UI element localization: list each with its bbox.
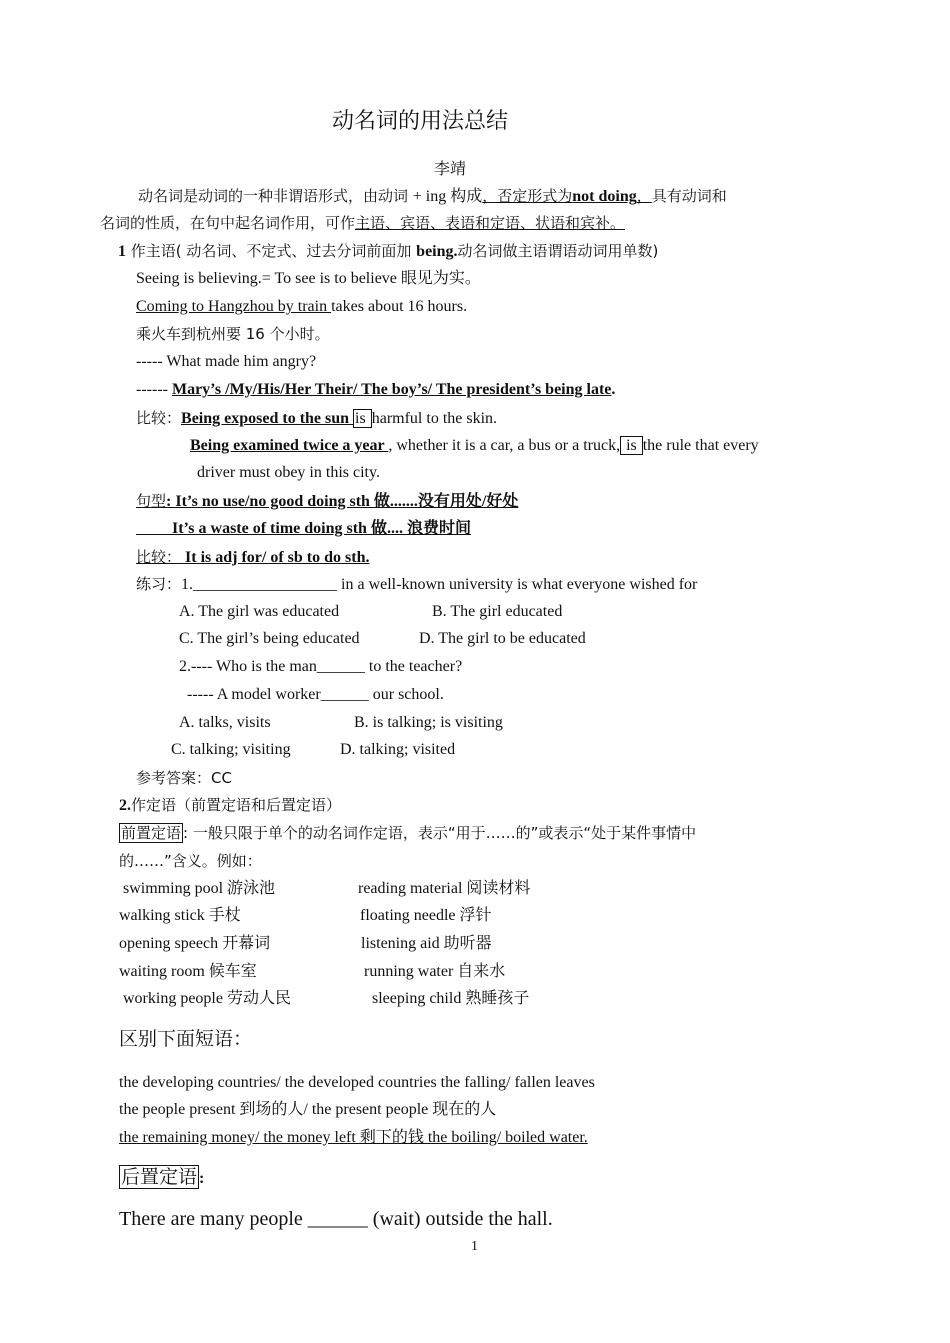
compare-2-line2: driver must obey in this city. — [197, 464, 380, 481]
compare-2: Being examined twice a year , whether it is a car, a bus or a truck, is the rule that every — [190, 437, 759, 454]
intro-line-1 — [138, 186, 727, 207]
page-number: 1 — [471, 1239, 478, 1254]
phrase-1: the developing countries/ the developed countries the falling/ fallen leaves — [119, 1074, 595, 1091]
page-title: 动名词的用法总结 — [332, 109, 509, 134]
q1-option-b: B. The girl educated — [432, 603, 563, 620]
section2-heading: 2.作定语（前置定语和后置定语） — [119, 796, 342, 814]
pair-left: waiting room 候车室 — [119, 963, 257, 980]
intro-text: 具有动词和 — [651, 187, 727, 205]
pre-attributive: 前置定语 : 一般只限于单个的动名词作定语，表示“用于……的”或表示“处于某件事情中 — [121, 824, 697, 842]
pair-right: listening aid 助听器 — [361, 935, 492, 952]
author: 李靖 — [434, 159, 467, 178]
q1-option-a: A. The girl was educated — [179, 603, 340, 620]
example-2-cn: 乘火车到杭州要 16 个小时。 — [136, 325, 330, 343]
post-label-box: 后置定语 — [121, 1166, 198, 1188]
pair-left: walking stick 手杖 — [119, 907, 241, 924]
q2-option-b: B. is talking; is visiting — [354, 714, 503, 731]
pair-left: swimming pool 游泳池 — [123, 880, 276, 897]
intro-line-2 — [100, 213, 625, 233]
pair-right: reading material 阅读材料 — [358, 880, 531, 897]
q2-option-a: A. talks, visits — [179, 714, 271, 731]
compare-1: 比较：Being exposed to the sun is harmful to the skin. — [136, 409, 498, 427]
pattern-1: 句型: It’s no use/no good doing sth 做.......没有用处/好处 — [136, 492, 519, 510]
pair-left: working people 劳动人民 — [123, 990, 291, 1007]
phrase-2: the people present 到场的人/ the present people 现在的人 — [119, 1101, 497, 1118]
q1-option-c: C. The girl’s being educated — [179, 630, 360, 647]
answer-key: 参考答案：CC — [136, 769, 232, 787]
phrase-3: the remaining money/ the money left 剩下的钱 the boiling/ boiled water. — [119, 1129, 588, 1146]
dialog-answer: ------ Mary’s /My/His/Her Their/ The boy’s/ The president’s being late. — [136, 381, 616, 398]
intro-text: + ing 构成 — [412, 188, 483, 205]
compare-3: 比较： It is adj for/ of sb to do sth. — [136, 548, 370, 566]
practice-q2-line2: ----- A model worker______ our school. — [187, 686, 444, 703]
pair-left: opening speech 开幕词 — [119, 935, 271, 952]
pair-right: floating needle 浮针 — [360, 907, 492, 924]
pre-label-box: 前置定语 — [121, 824, 182, 842]
intro-functions: 主语、宾语、表语和定语、状语和宾补。 — [355, 214, 626, 232]
example-2: Coming to Hangzhou by train takes about 16 hours. — [136, 298, 468, 315]
post-attributive: 后置定语 : — [121, 1166, 205, 1188]
pair-right: running water 自来水 — [364, 963, 506, 980]
section1-heading: 1 作主语( 动名词、不定式、过去分词前面加 being.动名词做主语谓语动词用单数) — [118, 242, 659, 260]
q2-option-d: D. talking; visited — [340, 741, 456, 758]
post-example: There are many people ______ (wait) outside the hall. — [119, 1208, 553, 1230]
intro-text: 动名词是动词的一种非谓语形式，由动词 — [138, 187, 413, 205]
practice-q2: 2.---- Who is the man______ to the teacher? — [179, 658, 463, 675]
intro-negation: ，否定形式为not doing， — [482, 187, 652, 205]
pattern-2: It’s a waste of time doing sth 做.... 浪费时间 — [172, 520, 471, 537]
verb-is-box: is — [355, 410, 370, 427]
intro-text: 名词的性质，在句中起名词作用，可作 — [100, 214, 356, 232]
q2-option-c: C. talking; visiting — [171, 741, 291, 758]
pre-attributive-line2: 的……”含义。例如： — [119, 852, 262, 870]
distinguish-heading: 区别下面短语： — [119, 1028, 253, 1050]
practice-q1: 练习：1.__________________ in a well-known university is what everyone wished for — [136, 575, 698, 593]
example-1: Seeing is believing.= To see is to believe 眼见为实。 — [136, 270, 481, 287]
pair-right: sleeping child 熟睡孩子 — [372, 990, 530, 1007]
verb-is-box: is — [622, 437, 641, 454]
dialog-question: ----- What made him angry? — [136, 353, 317, 370]
q1-option-d: D. The girl to be educated — [419, 630, 586, 647]
